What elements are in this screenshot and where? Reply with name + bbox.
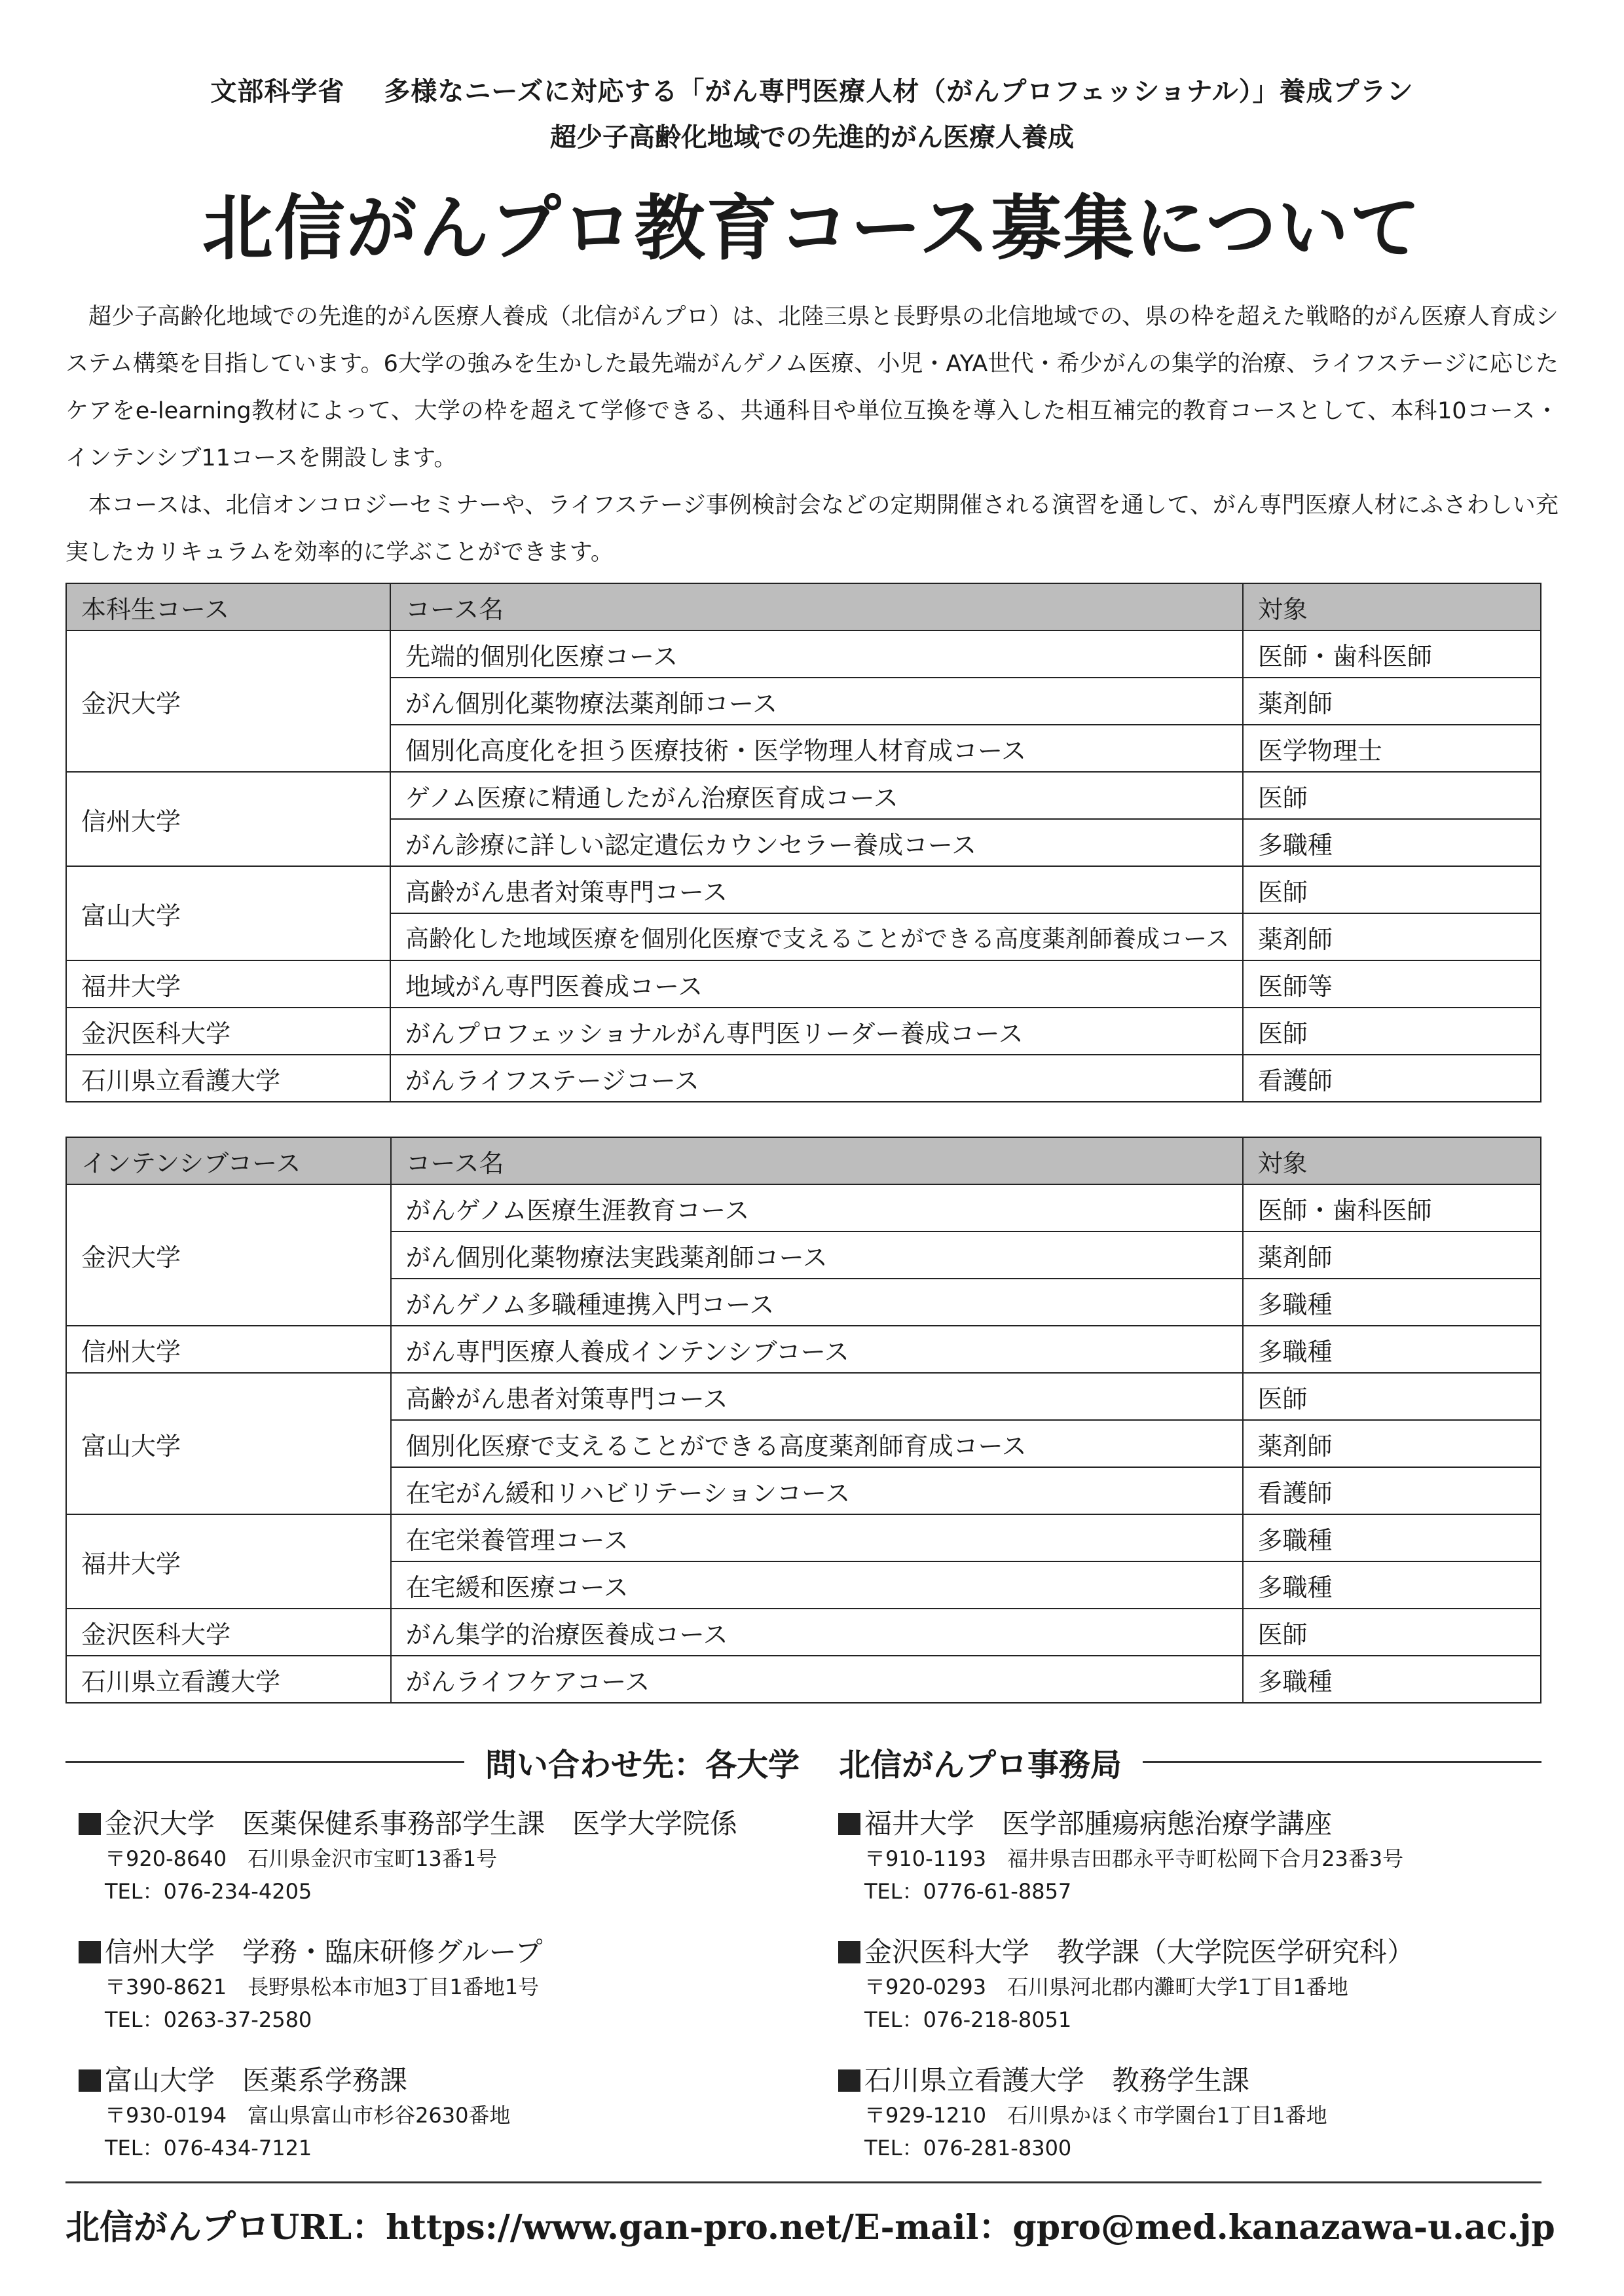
course-cell: がん個別化薬物療法実践薬剤師コース	[391, 1231, 1243, 1279]
contact-phone: TEL：076-281-8300	[864, 2136, 1072, 2160]
contact-name: 金沢医科大学 教学課（大学院医学研究科）	[864, 1936, 1415, 1968]
contact-kanazawa-medical-univ	[838, 1934, 1559, 2036]
course-cell: がんライフケアコース	[391, 1656, 1243, 1703]
target-cell: 医師	[1243, 772, 1541, 819]
contact-address: 〒929-1210 石川県かほく市学園台1丁目1番地	[864, 2103, 1327, 2128]
target-cell: 医師・歯科医師	[1243, 630, 1541, 678]
heading-divider-left	[65, 1761, 464, 1763]
target-cell: 看護師	[1243, 1467, 1541, 1514]
university-cell: 信州大学	[66, 772, 390, 866]
contact-fukui-univ	[838, 1806, 1559, 1908]
program-subtitle: 超少子高齢化地域での先進的がん医療人養成	[550, 122, 1074, 153]
column-header-category: 本科生コース	[66, 583, 390, 630]
target-cell: 医師	[1243, 1609, 1541, 1656]
target-cell: 多職種	[1243, 1656, 1541, 1703]
table-row	[66, 1008, 1541, 1055]
intro-text	[65, 293, 1559, 576]
target-cell: 医師・歯科医師	[1243, 1184, 1541, 1231]
course-cell: 在宅がん緩和リハビリテーションコース	[391, 1467, 1243, 1514]
target-cell: 多職種	[1243, 1326, 1541, 1373]
footer-divider	[65, 2181, 1541, 2183]
bullet-square-icon	[79, 1941, 101, 1963]
course-cell: 先端的個別化医療コース	[390, 630, 1243, 678]
course-cell: 地域がん専門医養成コース	[390, 960, 1243, 1008]
course-cell: 在宅緩和医療コース	[391, 1561, 1243, 1609]
column-header-course: コース名	[390, 583, 1243, 630]
target-cell: 医師	[1243, 1008, 1541, 1055]
course-cell: ゲノム医療に精通したがん治療医育成コース	[390, 772, 1243, 819]
target-cell: 看護師	[1243, 1055, 1541, 1102]
ministry-name: 文部科学省	[210, 76, 345, 107]
course-cell: 高齢がん患者対策専門コース	[391, 1373, 1243, 1420]
target-cell: 医学物理士	[1243, 725, 1541, 772]
university-cell: 富山大学	[66, 866, 390, 960]
contact-heading-left: 問い合わせ先：各大学	[485, 1746, 800, 1783]
footer-url[interactable]: 北信がんプロURL：https://www.gan-pro.net/	[65, 2208, 854, 2248]
course-cell: 個別化医療で支えることができる高度薬剤師育成コース	[391, 1420, 1243, 1467]
column-header-target: 対象	[1243, 583, 1541, 630]
bullet-square-icon	[838, 2069, 860, 2092]
contact-name: 信州大学 学務・臨床研修グループ	[105, 1936, 543, 1968]
table-row	[66, 1514, 1541, 1561]
course-cell: 高齢化した地域医療を個別化医療で支えることができる高度薬剤師養成コース	[390, 913, 1243, 960]
program-name: 多様なニーズに対応する「がん専門医療人材（がんプロフェッショナル）」養成プラン	[384, 76, 1414, 107]
target-cell: 多職種	[1243, 1279, 1541, 1326]
table-header-row	[66, 1137, 1541, 1184]
contact-heading	[65, 1739, 1541, 1785]
university-cell: 金沢大学	[66, 630, 390, 772]
contact-kanazawa-univ	[79, 1806, 799, 1908]
course-cell: 高齢がん患者対策専門コース	[390, 866, 1243, 913]
course-cell: がん専門医療人養成インテンシブコース	[391, 1326, 1243, 1373]
main-course-table	[65, 583, 1541, 1102]
contact-phone: TEL：0776-61-8857	[864, 1879, 1072, 1904]
university-cell: 金沢大学	[66, 1184, 391, 1326]
table-header-row	[66, 583, 1541, 630]
column-header-target: 対象	[1243, 1137, 1541, 1184]
table-row	[66, 630, 1541, 678]
contact-address: 〒920-0293 石川県河北郡内灘町大学1丁目1番地	[864, 1975, 1348, 1999]
course-cell: がん診療に詳しい認定遺伝カウンセラー養成コース	[390, 819, 1243, 866]
target-cell: 多職種	[1243, 1514, 1541, 1561]
table-row	[66, 1055, 1541, 1102]
contact-address: 〒930-0194 富山県富山市杉谷2630番地	[105, 2103, 511, 2128]
target-cell: 薬剤師	[1243, 913, 1541, 960]
contact-address: 〒920-8640 石川県金沢市宝町13番1号	[105, 1846, 498, 1871]
contact-phone: TEL：0263-37-2580	[105, 2007, 312, 2032]
intro-paragraph-1: 超少子高齢化地域での先進的がん医療人養成（北信がんプロ）は、北陸三県と長野県の北信地域での、県の枠を超えた戦略的がん医療人育成システム構築を目指しています。6大学の強みを生かした最先端がんゲノム医療、小児・AYA世代・希少がんの集学的治療、ライフステージに応じたケアをe-learning教材によって、大学の枠を超えて学修できる、共通科目や単位互換を導入した相互補完的教育コースとして、本科10コース・インテンシブ11コースを開設します。	[65, 304, 1559, 471]
course-cell: 在宅栄養管理コース	[391, 1514, 1243, 1561]
contact-shinshu-univ	[79, 1934, 799, 2036]
target-cell: 薬剤師	[1243, 678, 1541, 725]
bullet-square-icon	[838, 1813, 860, 1835]
contact-name: 金沢大学 医薬保健系事務部学生課 医学大学院係	[105, 1808, 738, 1840]
university-cell: 信州大学	[66, 1326, 391, 1373]
contact-address: 〒910-1193 福井県吉田郡永平寺町松岡下合月23番3号	[864, 1846, 1404, 1871]
target-cell: 医師	[1243, 1373, 1541, 1420]
contact-name: 石川県立看護大学 教務学生課	[864, 2064, 1250, 2096]
page-title: 北信がんプロ教育コース募集について	[202, 187, 1422, 270]
target-cell: 薬剤師	[1243, 1231, 1541, 1279]
course-cell: がん集学的治療医養成コース	[391, 1609, 1243, 1656]
university-cell: 金沢医科大学	[66, 1008, 390, 1055]
contact-phone: TEL：076-234-4205	[105, 1879, 312, 1904]
contact-name: 福井大学 医学部腫瘍病態治療学講座	[864, 1808, 1333, 1840]
target-cell: 多職種	[1243, 1561, 1541, 1609]
table-row	[66, 1373, 1541, 1420]
course-cell: がんゲノム医療生涯教育コース	[391, 1184, 1243, 1231]
university-cell: 福井大学	[66, 960, 390, 1008]
course-cell: がんプロフェッショナルがん専門医リーダー養成コース	[390, 1008, 1243, 1055]
contact-toyama-univ	[79, 2062, 799, 2164]
contact-name: 富山大学 医薬系学務課	[105, 2064, 408, 2096]
university-cell: 金沢医科大学	[66, 1609, 391, 1656]
target-cell: 医師等	[1243, 960, 1541, 1008]
university-cell: 富山大学	[66, 1373, 391, 1514]
column-header-course: コース名	[391, 1137, 1243, 1184]
footer	[65, 2200, 1555, 2249]
bullet-square-icon	[838, 1941, 860, 1963]
column-header-category: インテンシブコース	[66, 1137, 391, 1184]
target-cell: 薬剤師	[1243, 1420, 1541, 1467]
table-row	[66, 866, 1541, 913]
course-cell: 個別化高度化を担う医療技術・医学物理人材育成コース	[390, 725, 1243, 772]
table-row	[66, 1656, 1541, 1703]
course-cell: がんライフステージコース	[390, 1055, 1243, 1102]
table-row	[66, 772, 1541, 819]
intensive-course-table	[65, 1137, 1541, 1704]
table-row	[66, 1609, 1541, 1656]
intro-paragraph-2: 本コースは、北信オンコロジーセミナーや、ライフステージ事例検討会などの定期開催される演習を通して、がん専門医療人材にふさわしい充実したカリキュラムを効率的に学ぶことができます。	[65, 492, 1559, 566]
contact-ishikawa-nursing-univ	[838, 2062, 1559, 2164]
target-cell: 医師	[1243, 866, 1541, 913]
contact-heading-right: 北信がんプロ事務局	[839, 1746, 1122, 1783]
heading-divider-right	[1143, 1761, 1541, 1763]
university-cell: 福井大学	[66, 1514, 391, 1609]
table-row	[66, 1184, 1541, 1231]
university-cell: 石川県立看護大学	[66, 1656, 391, 1703]
contact-address: 〒390-8621 長野県松本市旭3丁目1番地1号	[105, 1975, 540, 1999]
table-row	[66, 960, 1541, 1008]
university-cell: 石川県立看護大学	[66, 1055, 390, 1102]
course-cell: がん個別化薬物療法薬剤師コース	[390, 678, 1243, 725]
program-header	[0, 71, 1624, 108]
bullet-square-icon	[79, 1813, 101, 1835]
table-row	[66, 1326, 1541, 1373]
target-cell: 多職種	[1243, 819, 1541, 866]
contact-phone: TEL：076-434-7121	[105, 2136, 312, 2160]
footer-email[interactable]: E-mail：gpro@med.kanazawa-u.ac.jp	[853, 2208, 1555, 2248]
bullet-square-icon	[79, 2069, 101, 2092]
course-cell: がんゲノム多職種連携入門コース	[391, 1279, 1243, 1326]
contact-heading-text	[464, 1740, 1143, 1785]
contact-phone: TEL：076-218-8051	[864, 2007, 1072, 2032]
